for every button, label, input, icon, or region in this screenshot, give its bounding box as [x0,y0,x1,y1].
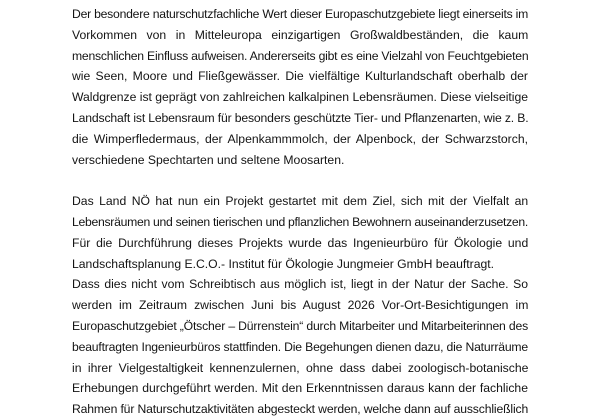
text-line: Landschaft ist Lebensraum für besonders geschützte Tier- und Pflanzenarten, wie z. B. [72,110,529,125]
text-line: Dass dies nicht vom Schreibtisch aus möglich ist, liegt in der Natur der Sache. So [72,277,528,292]
document-body [72,4,528,420]
text-line: Der besondere naturschutzfachliche Wert dieser Europaschutzgebiete liegt einerseits im [72,7,529,21]
text-line: Europaschutzgebiet „Ötscher – Dürrenstein“ durch Mitarbeiter und Mitarbeiterinnen des [72,318,528,333]
text-line: Landschaftsplanung E.C.O.- Institut für Ökologie Jungmeier GmbH beauftragt. [72,256,495,271]
paragraph-1 [72,4,528,170]
text-line: Rahmen für Naturschutzaktivitäten abgesteckt werden, welche dann auf ausschließlich [72,402,529,417]
text-line: in ihrer Vielgestaltigkeit kennenzulernen, ohne dass dabei zoologisch-botanische [72,360,529,375]
text-line: Vorkommen von in Mitteleuropa einzigartigen Großwaldbeständen, die kaum [72,27,529,42]
paragraph-2 [72,191,528,274]
text-line: die Wimperfledermaus, der Alpenkammmolch, der Alpenbock, der Schwarzstorch, [72,131,528,146]
paragraph-3 [72,274,528,420]
paragraph-spacer [72,170,528,191]
text-line: Für die Durchführung dieses Projekts wurde das Ingenieurbüro für Ökologie und [72,235,529,250]
text-line: verschiedene Spechtarten und seltene Moosarten. [72,152,345,167]
text-line: werden im Zeitraum zwischen Juni bis August 2026 Vor-Ort-Besichtigungen im [72,298,529,313]
text-line: menschlichen Einfluss aufweisen. Andererseits gibt es eine Vielzahl von Feuchtgebieten [72,48,529,63]
text-line: Lebensräumen und seinen tierischen und pflanzlichen Bewohnern auseinanderzusetzen. [72,214,529,229]
text-line: Das Land NÖ hat nun ein Projekt gestartet mit dem Ziel, sich mit der Vielfalt an [72,194,529,209]
text-line: wie Seen, Moore und Fließgewässer. Die vielfältige Kulturlandschaft oberhalb der [72,69,528,84]
text-line: Waldgrenze ist geprägt von zahlreichen kalkalpinen Lebensräumen. Diese vielseitige [72,90,528,105]
text-line: beauftragten Ingenieurbüros stattfinden. Die Begehungen dienen dazu, die Naturräume [72,339,528,354]
text-line: Erhebungen durchgeführt werden. Mit den Erkenntnissen daraus kann der fachliche [72,381,528,396]
